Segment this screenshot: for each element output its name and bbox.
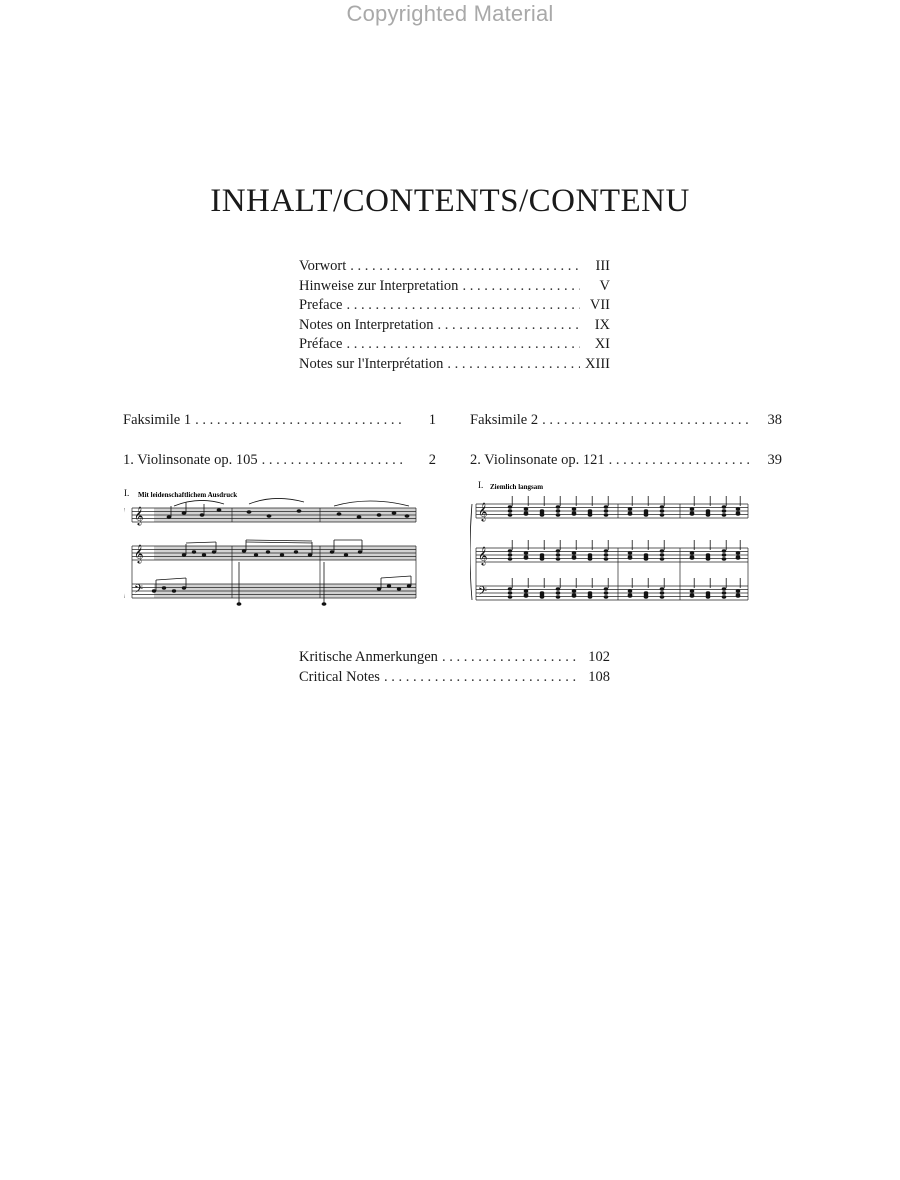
toc-entry[interactable] <box>299 277 610 297</box>
toc-entry-page: VII <box>589 297 610 313</box>
toc-entry-page: IX <box>594 316 610 333</box>
toc-entry[interactable] <box>299 335 610 355</box>
movement-number: I. <box>478 480 484 490</box>
toc-entry-page: XI <box>594 336 610 352</box>
music-score-image <box>124 486 420 616</box>
watermark: Copyrighted Material <box>346 1 554 26</box>
toc-entry-label: Préface <box>299 336 343 352</box>
back-matter-list <box>299 648 610 687</box>
toc-entry-label: Notes on Interpretation <box>299 316 434 333</box>
sonata-1-label: 1. Violinsonate op. 105 <box>123 452 258 468</box>
chord-notes <box>508 496 741 599</box>
toc-entry-page: 102 <box>588 649 610 665</box>
svg-text:𝄞: 𝄞 <box>134 506 144 525</box>
toc-entry-page: XIII <box>585 355 610 372</box>
movement-number: I. <box>124 488 130 498</box>
tempo-marking: Ziemlich langsam <box>490 483 544 491</box>
toc-entry[interactable] <box>299 296 610 316</box>
facsimile-2-entry[interactable] <box>470 412 782 429</box>
facsimile-2-page: 38 <box>767 412 782 428</box>
svg-text:𝄞: 𝄞 <box>478 546 488 565</box>
toc-entry-page: 108 <box>588 668 610 685</box>
toc-entry[interactable] <box>299 648 610 668</box>
page-title: INHALT/CONTENTS/CONTENU <box>210 183 690 219</box>
sonata-1-entry[interactable] <box>123 452 436 469</box>
svg-text:𝄢: 𝄢 <box>134 583 144 599</box>
toc-entry-page: V <box>599 277 610 294</box>
facsimile-2-label: Faksimile 2 <box>470 412 539 428</box>
sonata-2-incipit <box>470 480 752 620</box>
toc-entry-page: III <box>595 258 610 274</box>
facsimile-1-page: 1 <box>428 412 436 428</box>
toc-entry-label: Notes sur l'Interprétation <box>299 355 444 372</box>
facsimile-1-entry[interactable] <box>123 412 436 429</box>
toc-entry[interactable] <box>299 668 610 688</box>
sonata-2-label: 2. Violinsonate op. 121 <box>470 452 605 468</box>
sonata-1-incipit <box>124 486 420 616</box>
toc-entry-label: Vorwort <box>299 258 347 274</box>
toc-entry-label: Critical Notes <box>299 668 380 685</box>
sonata-2-entry[interactable] <box>470 452 782 469</box>
sonata-1-page: 2 <box>428 452 436 468</box>
svg-text:𝄞: 𝄞 <box>478 502 488 521</box>
toc-entry-label: Hinweise zur Interpretation <box>299 277 459 294</box>
svg-text:𝄢: 𝄢 <box>478 585 488 601</box>
toc-entry-label: Preface <box>299 297 343 313</box>
svg-text:𝄞: 𝄞 <box>134 544 144 563</box>
toc-entry[interactable] <box>299 257 610 277</box>
tempo-marking: Mit leidenschaftlichem Ausdruck <box>138 491 238 499</box>
toc-entry-label: Kritische Anmerkungen <box>299 649 438 665</box>
toc-entry[interactable] <box>299 355 610 375</box>
front-matter-list <box>299 257 610 374</box>
facsimile-1-label: Faksimile 1 <box>123 412 192 428</box>
music-score-image <box>470 480 752 620</box>
toc-entry[interactable] <box>299 316 610 336</box>
sonata-2-page: 39 <box>767 452 782 468</box>
